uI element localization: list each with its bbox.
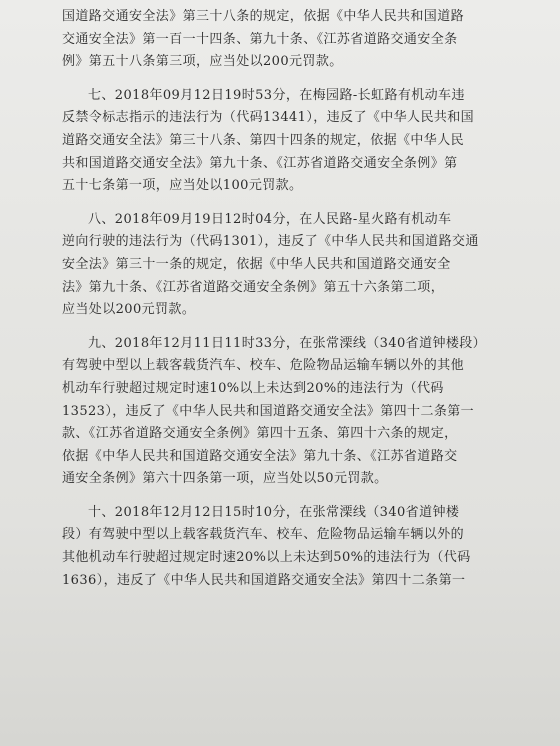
text-line: 法》第九十条、《江苏省道路交通安全条例》第五十六条第二项， xyxy=(62,279,445,295)
text-line: 13523），违反了《中华人民共和国道路交通安全法》第四十二条第一 xyxy=(62,403,475,419)
text-line: 五十七条第一项，应当处以100元罚款。 xyxy=(62,178,303,194)
text-line: 通安全条例》第六十四条第一项，应当处以50元罚款。 xyxy=(62,471,388,487)
text-line: 交通安全法》第一百一十四条、第九十条、《江苏省道路交通安全条 xyxy=(62,31,458,47)
text-line: 共和国道路交通安全法》第九十条、《江苏省道路交通安全条例》第 xyxy=(62,155,458,171)
text-line: 九、2018年12月11日11时33分，在张常溧线（340省道钟楼段） xyxy=(88,335,487,351)
text-line: 八、2018年09月19日12时04分，在人民路-星火路有机动车 xyxy=(88,211,452,227)
text-line: 逆向行驶的违法行为（代码1301），违反了《中华人民共和国道路交通 xyxy=(62,234,479,250)
text-line: 应当处以200元罚款。 xyxy=(62,302,196,318)
text-line: 依据《中华人民共和国道路交通安全法》第九十条、《江苏省道路交 xyxy=(62,448,458,464)
text-line: 十、2018年12月12日15时10分，在张常溧线（340省道钟楼 xyxy=(88,504,460,520)
document-body xyxy=(62,6,492,592)
text-line: 段）有驾驶中型以上载客载货汽车、校车、危险物品运输车辆以外的 xyxy=(62,527,465,543)
text-line: 1636），违反了《中华人民共和国道路交通安全法》第四十二条第一 xyxy=(62,572,466,588)
text-line: 安全法》第三十一条的规定，依据《中华人民共和国道路交通安全 xyxy=(62,256,451,272)
text-line: 机动车行驶超过规定时速10%以上未达到20%的违法行为（代码 xyxy=(62,380,444,396)
text-line: 有驾驶中型以上载客载货汽车、校车、危险物品运输车辆以外的其他 xyxy=(62,358,465,374)
text-line: 国道路交通安全法》第三十八条的规定，依据《中华人民共和国道路 xyxy=(62,9,465,24)
text-line: 款、《江苏省道路交通安全条例》第四十五条、第四十六条的规定， xyxy=(62,426,458,442)
text-line: 例》第五十八条第三项，应当处以200元罚款。 xyxy=(62,54,343,70)
text-line: 道路交通安全法》第三十八条、第四十四条的规定，依据《中华人民 xyxy=(62,132,465,148)
text-line: 七、2018年09月12日19时53分，在梅园路-长虹路有机动车违 xyxy=(88,87,465,103)
text-line: 其他机动车行驶超过规定时速20%以上未达到50%的违法行为（代码 xyxy=(62,550,471,566)
text-line: 反禁令标志指示的违法行为（代码13441），违反了《中华人民共和国 xyxy=(62,110,475,126)
